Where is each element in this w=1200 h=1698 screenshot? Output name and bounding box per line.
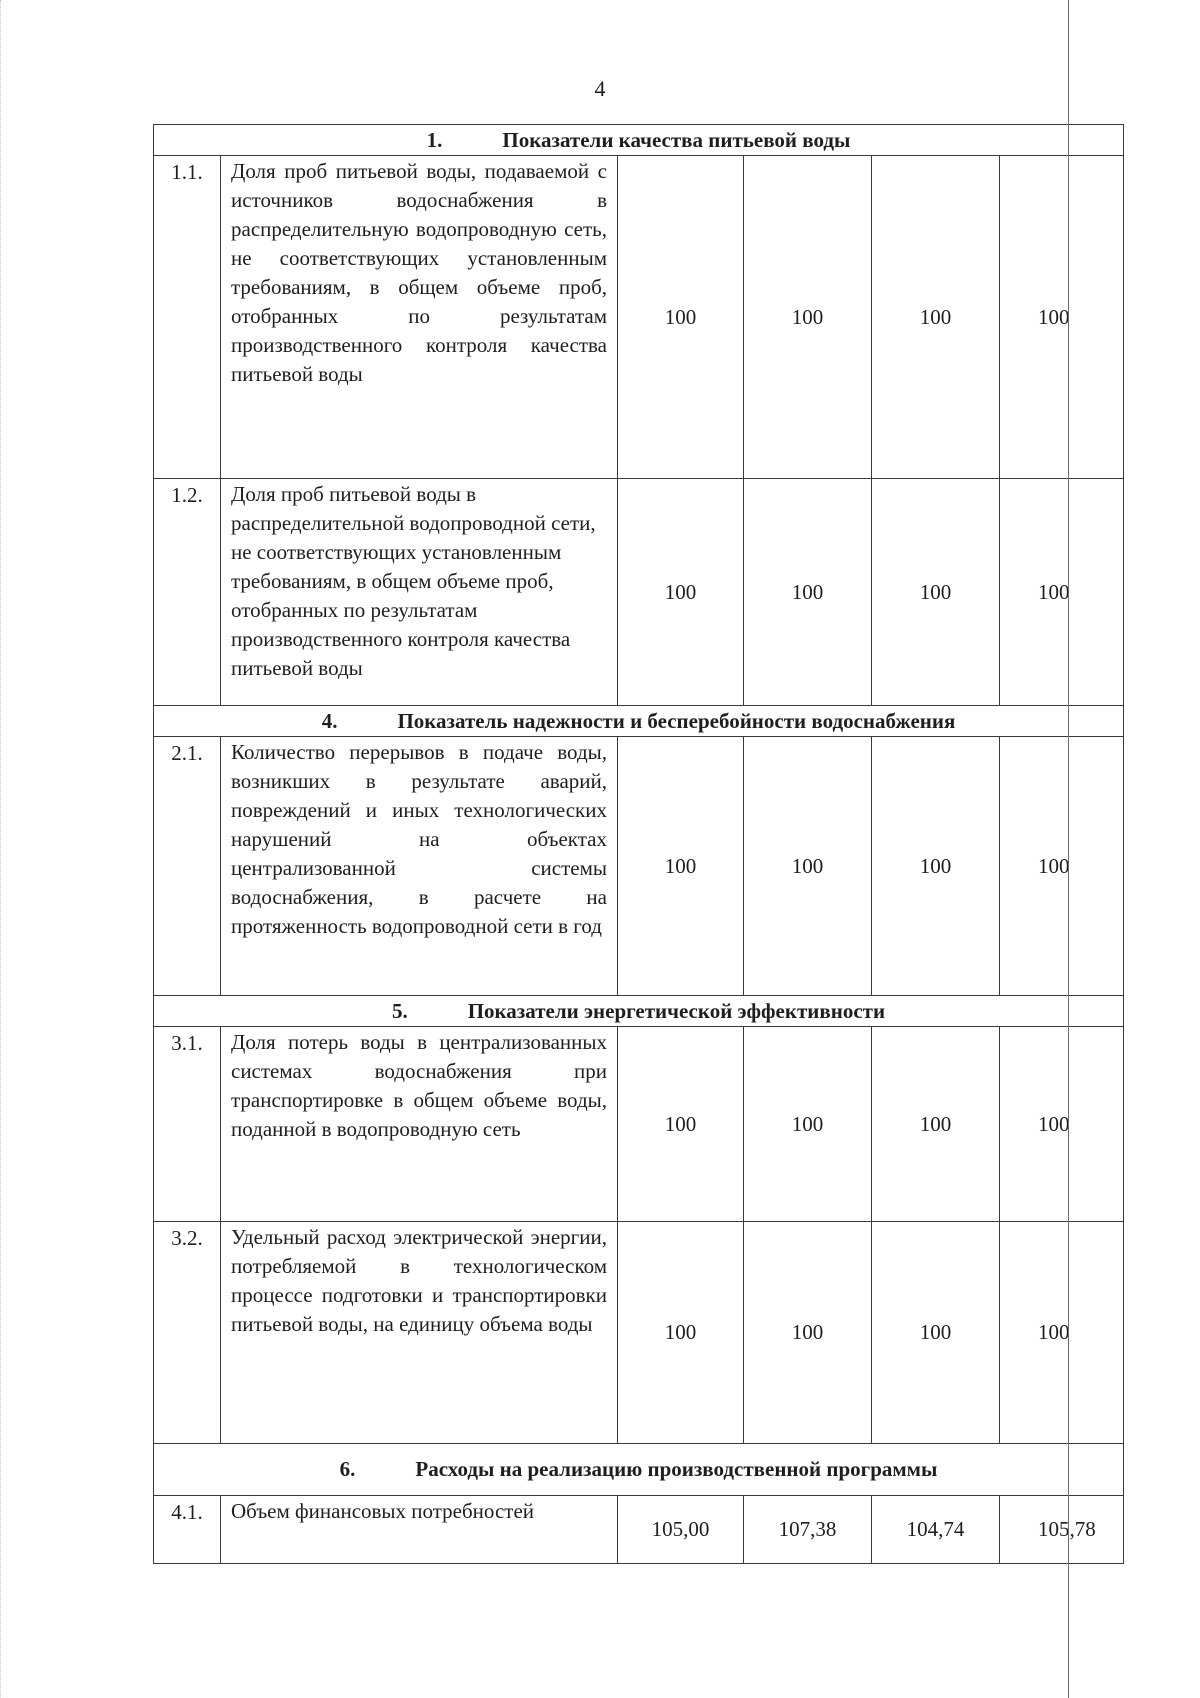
row-index: 1.1. [154,156,221,479]
section-title: Показатели энергетической эффективности [467,998,886,1023]
section-number: 4. [321,708,338,733]
table-row [154,479,1124,706]
value-cell: 100 [872,1222,1000,1444]
value-cell: 100 [872,156,1000,479]
value-cell: 100 [744,479,872,706]
section-header-reliability [154,706,1124,737]
value-cell: 100 [618,156,744,479]
row-index: 1.2. [154,479,221,706]
value-cell: 105,78 [1000,1496,1124,1564]
section-number: 1. [426,127,443,152]
table-row [154,737,1124,996]
row-description: Объем финансовых потребностей [221,1496,618,1564]
row-description: Удельный расход электрической энергии, потребляемой в технологическом процессе подготовки и транспортировки питьевой воды, на единицу объема воды [221,1222,618,1444]
section-title: Показатель надежности и бесперебойности водоснабжения [397,708,956,733]
section-header-quality [154,125,1124,156]
value-cell: 100 [1000,479,1124,706]
value-cell: 100 [744,737,872,996]
scan-fold-line [1068,0,1069,1698]
section-title: Показатели качества питьевой воды [502,127,851,152]
value-cell: 100 [744,1222,872,1444]
value-cell: 104,74 [872,1496,1000,1564]
row-description: Количество перерывов в подаче воды, возникших в результате аварий, повреждений и иных технологических нарушений на объектах централизованной системы водоснабжения, в расчете на протяженность водопроводной сети в год [221,737,618,996]
value-cell: 100 [618,737,744,996]
value-cell: 107,38 [744,1496,872,1564]
row-index: 2.1. [154,737,221,996]
value-cell: 100 [618,1027,744,1222]
row-description: Доля проб питьевой воды в распределительной водопроводной сети, не соответствующих установленным требованиям, в общем объеме проб, отобранных по результатам производственного контроля качества питьевой воды [221,479,618,706]
section-header-expenses [154,1444,1124,1496]
value-cell: 100 [872,479,1000,706]
indicators-table [153,124,1124,1564]
table-row [154,1027,1124,1222]
value-cell: 100 [872,737,1000,996]
scan-edge-line [0,0,1,1698]
section-title: Расходы на реализацию производственной программы [415,1457,938,1482]
value-cell: 100 [618,479,744,706]
table-row [154,156,1124,479]
row-index: 3.2. [154,1222,221,1444]
table-row [154,1222,1124,1444]
table-row [154,1496,1124,1564]
section-number: 6. [339,1457,356,1482]
page-number: 4 [594,76,606,101]
value-cell: 100 [1000,1222,1124,1444]
row-description: Доля проб питьевой воды, подаваемой с источников водоснабжения в распределительную водопроводную сеть, не соответствующих установленным требованиям, в общем объеме проб, отобранных по результатам производственного контроля качества питьевой воды [221,156,618,479]
value-cell: 100 [618,1222,744,1444]
value-cell: 100 [744,1027,872,1222]
value-cell: 100 [744,156,872,479]
row-description: Доля потерь воды в централизованных системах водоснабжения при транспортировке в общем объеме воды, поданной в водопроводную сеть [221,1027,618,1222]
value-cell: 100 [1000,156,1124,479]
section-number: 5. [391,998,408,1023]
value-cell: 105,00 [618,1496,744,1564]
section-header-energy [154,996,1124,1027]
value-cell: 100 [1000,1027,1124,1222]
value-cell: 100 [1000,737,1124,996]
row-index: 4.1. [154,1496,221,1564]
row-index: 3.1. [154,1027,221,1222]
value-cell: 100 [872,1027,1000,1222]
